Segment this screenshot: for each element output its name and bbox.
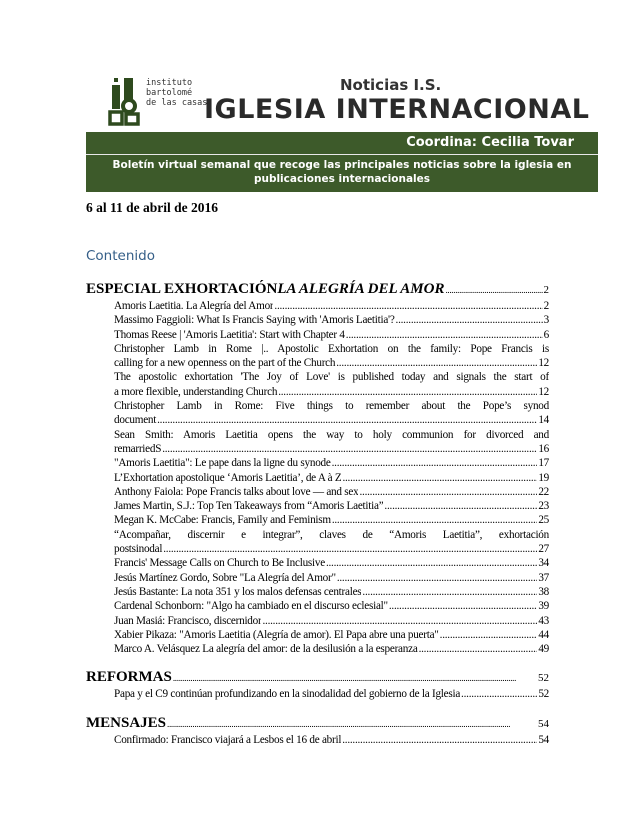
page-number: 44 [538,628,549,641]
entry-text: “Acompañar, discernir e integrar”, claves de “Amoris Laetitia”, exhortación [114,528,549,541]
page-number: 49 [538,643,549,656]
institute-logo-icon [104,76,142,128]
entry-text: Christopher Lamb in Rome: Five things to remember about the Pope’s synod [114,400,549,413]
dot-leader [346,328,543,342]
toc-entry[interactable] [114,299,549,313]
toc-entry[interactable] [114,585,549,599]
logo-line: instituto [146,78,193,88]
entry-text: Christopher Lamb in Rome |.. Apostolic Exhortation on the family: Pope Francis is [114,342,549,355]
toc-entry[interactable] [114,342,549,371]
page-number: 2 [543,284,549,296]
page-number: 17 [538,457,549,470]
toc-entry[interactable] [114,428,549,457]
dot-leader [362,585,537,599]
logo-line: bartolomé [146,88,193,98]
toc-entry[interactable] [114,571,549,585]
dot-leader [326,556,537,570]
page-number: 14 [538,414,549,427]
entry-text: "Amoris Laetitia": Le pape dans la ligne du synode [114,457,331,470]
toc-entry[interactable] [114,628,549,642]
dot-leader [173,669,537,687]
entry-text: Megan K. McCabe: Francis, Family and Feminism [114,514,331,527]
dot-leader [162,442,537,456]
page-number: 38 [538,585,549,598]
toc-entry[interactable] [114,556,549,570]
toc-entry[interactable] [114,313,549,327]
entry-line [114,542,549,556]
dot-leader [440,628,538,642]
contents-heading: Contenido [86,248,155,264]
page-number: 12 [538,385,549,398]
entry-line [114,356,549,370]
entry-text: remarriedS [114,442,162,455]
page-number: 54 [538,717,549,730]
dot-leader [262,614,537,628]
dot-leader [274,299,542,313]
page-number: 34 [538,557,549,570]
entry-text: Anthony Faiola: Pope Francis talks about love — and sex [114,485,359,498]
entry-text: calling for a new openness on the part of the Church [114,357,336,370]
toc-entry[interactable] [114,528,549,557]
toc-entry[interactable] [114,687,549,701]
entry-line [114,442,549,456]
toc-entry[interactable] [114,456,549,470]
dot-leader [278,385,537,399]
newsletter-title: IGLESIA INTERNACIONAL [204,94,590,125]
entry-text: Juan Masiá: Francisco, discernidor [114,614,262,627]
page-number: 43 [538,614,549,627]
header-band [86,132,598,192]
entry-text: document [114,414,157,427]
section-gap [86,702,549,714]
entry-text: Cardenal Schonborn: "Algo ha cambiado en el discurso eclesial" [114,600,388,613]
page-number: 2 [543,300,549,312]
entry-text: Marco A. Velásquez La alegría del amor: de la desilusión a la esperanza [114,643,418,656]
toc-entry[interactable] [114,485,549,499]
section-title-italic: LA ALEGRÍA DEL AMOR [277,281,445,297]
page-number: 6 [543,328,549,341]
toc-entry[interactable] [114,370,549,399]
section-title: ESPECIAL EXHORTACIÓN [86,281,278,297]
newsletter-header [86,72,598,192]
toc-section-heading[interactable] [86,280,549,299]
dot-leader [157,413,537,427]
section-title: REFORMAS [86,669,172,686]
entry-text: Sean Smith: Amoris Laetitia opens the way to holy communion for divorced and [114,428,549,441]
logo-text [146,78,207,108]
band-divider [86,154,598,155]
dot-leader [419,642,538,656]
header-top [86,72,598,132]
page-number: 39 [538,600,549,613]
entry-text: Francis' Message Calls on Church to Be Inclusive [114,557,325,570]
entry-line [114,413,549,427]
dot-leader [332,513,537,527]
toc-entry[interactable] [114,471,549,485]
toc-entry[interactable] [114,328,549,342]
table-of-contents [86,280,549,747]
page-number: 25 [538,514,549,527]
entry-text: Jesús Martínez Gordo, Sobre "La Alegría del Amor" [114,571,336,584]
entry-line [114,385,549,399]
dot-leader [167,715,537,733]
toc-entry[interactable] [114,614,549,628]
page-number: 23 [538,500,549,513]
entry-text: Papa y el C9 continúan profundizando en la sinodalidad del gobierno de la Iglesia [114,688,461,701]
toc-entry[interactable] [114,642,549,656]
entry-text: Jesús Bastante: La nota 351 y los malos defensas centrales [114,585,362,598]
section-title: MENSAJES [86,714,167,731]
dot-leader [461,687,537,701]
page-number: 12 [538,357,549,370]
coordinator-label: Coordina: Cecilia Tovar [406,135,574,150]
noticias-label: Noticias I.S. [340,76,442,94]
entry-text: a more flexible, understanding Church [114,385,278,398]
section-gap [86,656,549,668]
entry-text: Amoris Laetitia. La Alegría del Amor [114,300,274,312]
dot-leader [336,356,537,370]
dot-leader [389,599,537,613]
dot-leader [342,471,537,485]
page-number: 37 [538,571,549,584]
dot-leader [396,313,543,327]
toc-entry[interactable] [114,513,549,527]
description-line: Boletín virtual semanal que recoge las principales noticias sobre la iglesia en [112,159,572,171]
entry-text: Thomas Reese | 'Amoris Laetitia': Start with Chapter 4 [114,328,345,341]
toc-entry[interactable] [114,733,549,747]
dot-leader [342,733,537,747]
description-line: publicaciones internacionales [253,173,431,185]
entry-text: Xabier Pikaza: "Amoris Laetitia (Alegría de amor). El Papa abre una puerta" [114,628,439,641]
newsletter-description [86,158,598,186]
dot-leader [337,571,537,585]
page-number: 52 [538,688,549,701]
page-number: 22 [538,485,549,498]
entry-text: James Martin, S.J.: Top Ten Takeaways from “Amoris Laetitia” [114,500,384,513]
entry-text: L’Exhortation apostolique ‘Amoris Laetitia’, de A à Z [114,471,342,484]
page-number: 27 [538,543,549,556]
entry-text: The apostolic exhortation 'The Joy of Love' is published today and signals the start of [114,371,549,384]
issue-date: 6 al 11 de abril de 2016 [86,200,219,215]
toc-section-heading[interactable] [86,714,549,733]
dot-leader [359,485,537,499]
page-number: 52 [538,672,549,685]
toc-entry[interactable] [114,399,549,428]
entry-text: postsinodal [114,543,163,556]
logo-line: de las casas [146,98,208,108]
toc-entry[interactable] [114,599,549,613]
toc-entry[interactable] [114,499,549,513]
page-number: 16 [538,442,549,455]
dot-leader [384,499,537,513]
entry-text: Confirmado: Francisco viajará a Lesbos el 16 de abril [114,733,342,746]
page-number: 19 [538,471,549,484]
toc-section-heading[interactable] [86,668,549,687]
dot-leader [445,281,542,299]
dot-leader [332,456,538,470]
page-number: 3 [543,314,549,327]
dot-leader [163,542,537,556]
page-number: 54 [538,733,549,746]
entry-text: Massimo Faggioli: What Is Francis Saying with 'Amoris Laetitia'? [114,314,395,327]
